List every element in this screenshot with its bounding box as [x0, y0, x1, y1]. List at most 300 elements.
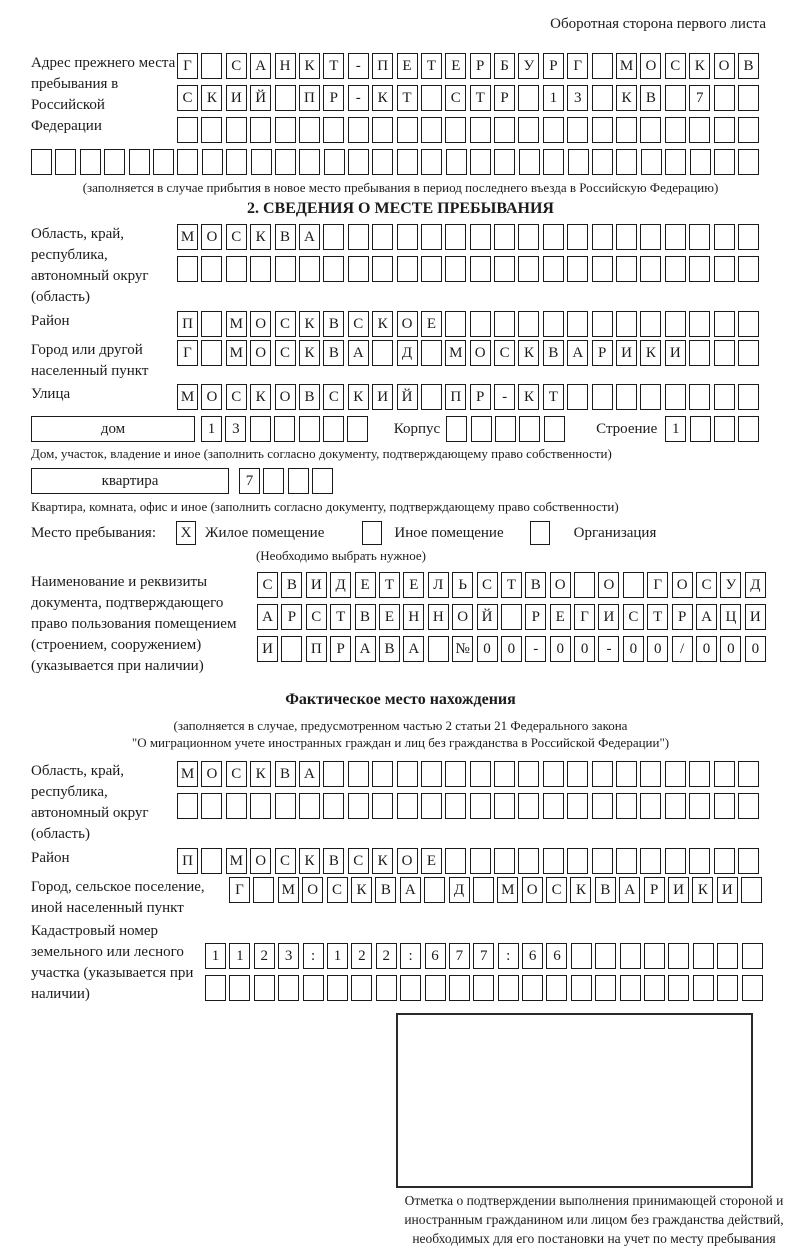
form-cell [425, 975, 446, 1001]
form-cell: 1 [543, 85, 564, 111]
form-cell: К [689, 53, 710, 79]
form-cell: Г [574, 604, 595, 630]
form-cell [445, 256, 466, 282]
form-cell [312, 468, 333, 494]
form-cell [397, 224, 418, 250]
form-cell [449, 975, 470, 1001]
form-cell: И [598, 604, 619, 630]
form-cell [714, 384, 735, 410]
form-cell: : [303, 943, 324, 969]
form-cell: Д [397, 340, 418, 366]
prev-address-field [31, 53, 770, 143]
form-cell: О [672, 572, 693, 598]
form-cell [623, 572, 644, 598]
korpus-cells [446, 416, 568, 442]
form-cell [275, 256, 296, 282]
form-cell: Г [177, 53, 198, 79]
stay-type-checkbox-organization [530, 521, 550, 545]
form-cell [616, 224, 637, 250]
form-cell [665, 848, 686, 874]
form-cell [445, 761, 466, 787]
form-cell [543, 311, 564, 337]
form-cell: С [696, 572, 717, 598]
form-cell [470, 117, 491, 143]
prev-address-row-1 [177, 53, 762, 79]
form-cell [574, 572, 595, 598]
form-cell [592, 311, 613, 337]
form-cell [641, 149, 662, 175]
form-cell: М [226, 848, 247, 874]
form-cell [693, 943, 714, 969]
form-cell [714, 761, 735, 787]
stay-type-checkbox-other-premises [362, 521, 382, 545]
form-cell: О [452, 604, 473, 630]
form-cell [251, 149, 272, 175]
form-cell: Г [177, 340, 198, 366]
form-cell: П [177, 848, 198, 874]
house-cells [201, 416, 372, 442]
form-cell: К [692, 877, 713, 903]
form-cell: Н [428, 604, 449, 630]
actual-region-label: Область, край, республика, автономный округ (область) [31, 763, 149, 842]
form-cell [567, 256, 588, 282]
form-cell: Ц [720, 604, 741, 630]
form-cell: Т [647, 604, 668, 630]
prev-address-label: Адрес прежнего места пребывания в Российской Федерации [31, 55, 176, 134]
form-cell [544, 416, 565, 442]
form-cell [177, 149, 198, 175]
form-cell [201, 848, 222, 874]
form-cell: А [257, 604, 278, 630]
form-cell: Б [494, 53, 515, 79]
form-cell: Р [470, 384, 491, 410]
form-cell [592, 53, 613, 79]
form-cell [299, 149, 320, 175]
form-cell: К [518, 340, 539, 366]
form-cell [738, 256, 759, 282]
form-cell: К [250, 224, 271, 250]
form-cell [104, 149, 125, 175]
form-cell [741, 877, 762, 903]
form-cell: 3 [567, 85, 588, 111]
prev-address-row-2 [177, 85, 762, 111]
form-cell [567, 224, 588, 250]
form-cell: И [306, 572, 327, 598]
form-cell: В [525, 572, 546, 598]
form-cell: Л [428, 572, 449, 598]
street-field [31, 384, 770, 410]
form-cell [592, 149, 613, 175]
form-cell [689, 340, 710, 366]
form-cell: С [348, 311, 369, 337]
form-cell: - [348, 85, 369, 111]
form-cell [299, 117, 320, 143]
form-cell [714, 311, 735, 337]
form-cell: М [497, 877, 518, 903]
district-field [31, 311, 770, 337]
form-cell [640, 761, 661, 787]
form-cell [689, 117, 710, 143]
actual-city-row [229, 877, 766, 903]
form-cell [518, 256, 539, 282]
form-cell [495, 416, 516, 442]
form-cell: П [445, 384, 466, 410]
form-cell [348, 149, 369, 175]
form-cell: Р [330, 636, 351, 662]
form-cell [494, 848, 515, 874]
form-cell: В [299, 384, 320, 410]
form-cell [177, 256, 198, 282]
form-cell [498, 975, 519, 1001]
form-cell [372, 117, 393, 143]
form-cell [592, 761, 613, 787]
form-cell [738, 793, 759, 819]
stay-type-label: Место пребывания: [31, 524, 156, 541]
form-cell: Р [494, 85, 515, 111]
form-cell [201, 53, 222, 79]
form-cell: С [306, 604, 327, 630]
form-cell [372, 256, 393, 282]
prev-address-overflow-row [31, 149, 770, 175]
form-cell: 0 [745, 636, 766, 662]
form-cell [471, 416, 492, 442]
form-cell [567, 793, 588, 819]
stroenie-cells [665, 416, 763, 442]
form-cell [470, 311, 491, 337]
form-cell: - [348, 53, 369, 79]
stay-type-caption: (Необходимо выбрать нужное) [255, 548, 427, 563]
form-cell: 3 [278, 943, 299, 969]
form-cell [616, 761, 637, 787]
form-cell: Д [745, 572, 766, 598]
form-cell [742, 975, 763, 1001]
form-cell: К [570, 877, 591, 903]
form-cell: М [226, 340, 247, 366]
form-cell: А [567, 340, 588, 366]
form-cell: О [550, 572, 571, 598]
form-cell: К [250, 384, 271, 410]
form-cell: В [738, 53, 759, 79]
form-cell: К [640, 340, 661, 366]
form-cell [421, 224, 442, 250]
form-cell [201, 311, 222, 337]
form-cell: И [257, 636, 278, 662]
form-cell [226, 793, 247, 819]
form-cell [616, 793, 637, 819]
form-cell: И [665, 340, 686, 366]
form-cell: 1 [229, 943, 250, 969]
form-cell [494, 149, 515, 175]
form-cell: У [720, 572, 741, 598]
actual-district-field [31, 848, 770, 874]
form-cell: О [250, 311, 271, 337]
form-cell: № [452, 636, 473, 662]
form-cell: Р [281, 604, 302, 630]
form-cell: О [397, 311, 418, 337]
actual-city-field [31, 877, 770, 919]
form-cell: И [668, 877, 689, 903]
form-cell: 1 [205, 943, 226, 969]
form-cell: О [302, 877, 323, 903]
form-cell [470, 149, 491, 175]
form-cell [55, 149, 76, 175]
form-cell: Г [567, 53, 588, 79]
confirmation-mark-caption: Отметка о подтверждении выполнения принимающей стороной и иностранным гражданином или лицом без гражданства действий, необходимых для его постановки на учет по месту пребывания [404, 1193, 784, 1246]
form-cell [205, 975, 226, 1001]
form-cell: К [616, 85, 637, 111]
form-cell [397, 256, 418, 282]
form-cell [400, 975, 421, 1001]
form-cell: 7 [239, 468, 260, 494]
form-cell: К [201, 85, 222, 111]
form-cell [229, 975, 250, 1001]
form-cell: К [348, 384, 369, 410]
form-cell [446, 149, 467, 175]
form-cell: Т [379, 572, 400, 598]
form-cell [689, 793, 710, 819]
form-cell [397, 149, 418, 175]
form-cell [288, 468, 309, 494]
form-cell [348, 256, 369, 282]
form-cell [567, 384, 588, 410]
form-cell: И [616, 340, 637, 366]
form-cell [494, 256, 515, 282]
actual-region-field [31, 761, 770, 845]
form-cell: М [177, 761, 198, 787]
form-cell: 6 [522, 943, 543, 969]
form-cell [543, 117, 564, 143]
form-cell: М [177, 384, 198, 410]
form-cell [323, 224, 344, 250]
form-cell [372, 761, 393, 787]
form-cell [640, 311, 661, 337]
form-cell [567, 848, 588, 874]
form-cell [693, 975, 714, 1001]
form-cell: О [201, 384, 222, 410]
form-cell: Р [644, 877, 665, 903]
form-cell: С [226, 53, 247, 79]
form-cell [665, 224, 686, 250]
form-cell: Р [592, 340, 613, 366]
form-cell: А [250, 53, 271, 79]
form-cell [665, 761, 686, 787]
form-cell [571, 975, 592, 1001]
form-cell [80, 149, 101, 175]
form-cell: С [348, 848, 369, 874]
form-cell: М [177, 224, 198, 250]
form-cell [250, 416, 271, 442]
form-cell: 0 [647, 636, 668, 662]
form-cell: Г [647, 572, 668, 598]
form-cell: 0 [501, 636, 522, 662]
form-cell: О [640, 53, 661, 79]
stroenie-label: Строение [596, 420, 658, 437]
form-cell: Е [403, 572, 424, 598]
form-cell [421, 793, 442, 819]
form-cell: А [403, 636, 424, 662]
form-cell: С [323, 384, 344, 410]
form-cell: 2 [376, 943, 397, 969]
form-cell [689, 256, 710, 282]
form-cell [644, 943, 665, 969]
form-cell [226, 256, 247, 282]
apartment-caption: Квартира, комната, офис и иное (заполнить согласно документу, подтверждающему право собственности) [31, 499, 619, 514]
form-cell: С [177, 85, 198, 111]
form-cell [571, 943, 592, 969]
stay-type-checkbox-residential: X [176, 521, 196, 545]
form-cell [327, 975, 348, 1001]
form-cell [421, 384, 442, 410]
form-cell [201, 117, 222, 143]
form-cell: 1 [201, 416, 222, 442]
form-cell: И [717, 877, 738, 903]
form-cell [738, 761, 759, 787]
form-cell: Т [397, 85, 418, 111]
form-cell [665, 311, 686, 337]
form-cell: - [598, 636, 619, 662]
form-cell: С [226, 224, 247, 250]
form-cell: К [299, 311, 320, 337]
form-cell [129, 149, 150, 175]
form-cell: : [498, 943, 519, 969]
form-cell: 3 [225, 416, 246, 442]
form-cell: С [327, 877, 348, 903]
form-cell: В [595, 877, 616, 903]
form-cell: О [522, 877, 543, 903]
form-cell: С [275, 848, 296, 874]
form-cell [714, 224, 735, 250]
form-cell [640, 224, 661, 250]
form-cell: О [201, 224, 222, 250]
form-cell [668, 943, 689, 969]
form-cell [714, 848, 735, 874]
form-cell [421, 149, 442, 175]
form-cell: Т [470, 85, 491, 111]
form-cell: Г [229, 877, 250, 903]
form-cell [324, 149, 345, 175]
form-cell [592, 85, 613, 111]
form-cell [303, 975, 324, 1001]
street-label: Улица [31, 386, 71, 402]
stay-type-option-organization: Организация [573, 524, 657, 541]
actual-location-title: Фактическое место нахождения [285, 691, 516, 708]
actual-city-label: Город, сельское поселение, иной населенный пункт [31, 879, 205, 916]
form-cell [640, 793, 661, 819]
house-row [31, 416, 770, 442]
form-cell [690, 416, 711, 442]
form-cell: И [372, 384, 393, 410]
form-cell: Р [543, 53, 564, 79]
form-cell [376, 975, 397, 1001]
form-cell: Е [445, 53, 466, 79]
form-cell [445, 311, 466, 337]
form-cell [689, 384, 710, 410]
form-cell: С [226, 384, 247, 410]
form-cell [201, 793, 222, 819]
form-cell [470, 224, 491, 250]
form-cell [428, 636, 449, 662]
form-cell: М [616, 53, 637, 79]
form-cell [616, 256, 637, 282]
form-cell: И [745, 604, 766, 630]
form-cell: П [299, 85, 320, 111]
form-cell [640, 848, 661, 874]
form-cell [543, 793, 564, 819]
form-cell [616, 384, 637, 410]
form-cell [445, 224, 466, 250]
form-cell: В [379, 636, 400, 662]
form-cell: С [665, 53, 686, 79]
form-cell: И [226, 85, 247, 111]
form-cell [494, 117, 515, 143]
form-cell: К [372, 848, 393, 874]
form-cell [323, 761, 344, 787]
form-cell [347, 416, 368, 442]
stay-type-option-other-premises: Иное помещение [394, 524, 504, 541]
form-cell: Е [421, 311, 442, 337]
form-cell: О [250, 340, 271, 366]
cadastral-rows [205, 943, 766, 1001]
form-cell: О [470, 340, 491, 366]
form-cell [348, 117, 369, 143]
form-cell [254, 975, 275, 1001]
form-cell [738, 311, 759, 337]
form-cell [742, 943, 763, 969]
form-cell: А [355, 636, 376, 662]
prev-address-row-3 [177, 117, 762, 143]
form-cell [397, 761, 418, 787]
form-cell: М [278, 877, 299, 903]
apartment-box: квартира [31, 468, 229, 494]
form-cell [543, 848, 564, 874]
form-cell: Р [323, 85, 344, 111]
form-cell [421, 117, 442, 143]
form-cell [714, 85, 735, 111]
form-cell [372, 149, 393, 175]
form-cell: О [250, 848, 271, 874]
cadastral-row-1 [205, 943, 766, 969]
form-cell [278, 975, 299, 1001]
form-cell [690, 149, 711, 175]
form-cell: У [518, 53, 539, 79]
form-cell [714, 793, 735, 819]
form-cell [446, 416, 467, 442]
actual-region-row-1 [177, 761, 762, 787]
form-cell: Е [550, 604, 571, 630]
form-cell [665, 793, 686, 819]
form-cell [250, 256, 271, 282]
form-cell [226, 149, 247, 175]
form-cell [522, 975, 543, 1001]
form-cell: Й [250, 85, 271, 111]
form-cell [616, 149, 637, 175]
form-cell: 6 [425, 943, 446, 969]
form-cell [595, 975, 616, 1001]
form-cell [421, 761, 442, 787]
form-cell: 0 [623, 636, 644, 662]
form-cell: Н [403, 604, 424, 630]
form-cell: С [275, 340, 296, 366]
form-cell [494, 311, 515, 337]
stay-type-option-residential: Жилое помещение [205, 524, 325, 541]
form-cell: Ь [452, 572, 473, 598]
form-cell [668, 975, 689, 1001]
form-cell: 0 [696, 636, 717, 662]
form-cell [689, 311, 710, 337]
form-cell [473, 877, 494, 903]
region-rows [177, 224, 762, 282]
form-cell [519, 416, 540, 442]
